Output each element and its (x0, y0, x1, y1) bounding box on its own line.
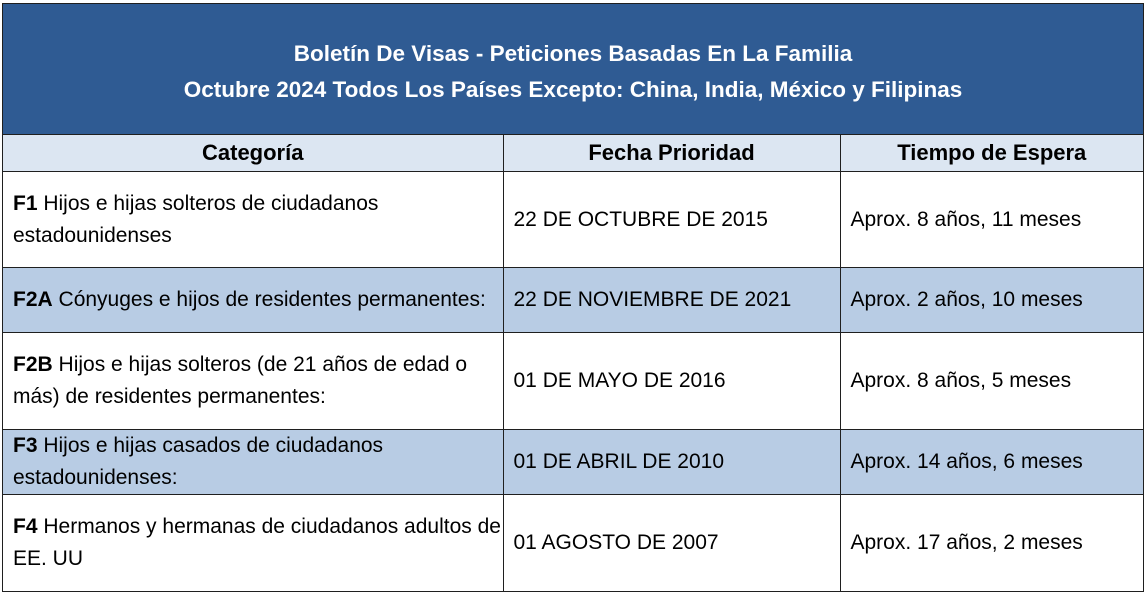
category-cell (3, 430, 503, 495)
category-cell (3, 268, 503, 333)
category-code: F2A (13, 288, 53, 311)
visa-bulletin-table-container (2, 3, 1144, 592)
title-line-2: Octubre 2024 Todos Los Países Excepto: China, India, México y Filipinas (183, 77, 963, 102)
priority-date-cell: 01 DE MAYO DE 2016 (503, 333, 840, 430)
category-description: Hijos e hijas solteros de ciudadanos estadounidenses (13, 191, 379, 247)
header-row (3, 135, 1143, 172)
category-cell (3, 333, 503, 430)
category-description: Hijos e hijas solteros (de 21 años de edad o más) de residentes permanentes: (13, 353, 468, 408)
header-wait-time: Tiempo de Espera (840, 135, 1143, 172)
table-row (3, 333, 1143, 430)
category-code: F4 (13, 514, 38, 538)
header-priority-date: Fecha Prioridad (503, 135, 840, 172)
category-cell (3, 172, 503, 268)
priority-date-cell: 01 DE ABRIL DE 2010 (503, 430, 840, 495)
category-description: Hermanos y hermanas de ciudadanos adultos de EE. UU (13, 514, 501, 570)
title-banner (3, 4, 1143, 135)
table-row (3, 172, 1143, 268)
category-code: F2B (13, 353, 53, 376)
category-description: Cónyuges e hijos de residentes permanentes: (52, 288, 486, 311)
title-line-1: Boletín De Visas - Peticiones Basadas En La Familia (293, 41, 853, 66)
category-code: F3 (13, 434, 38, 457)
wait-time-cell: Aprox. 14 años, 6 meses (840, 430, 1143, 495)
category-description: Hijos e hijas casados de ciudadanos estadounidenses: (13, 434, 384, 489)
priority-date-cell: 22 DE OCTUBRE DE 2015 (503, 172, 840, 268)
table-row (3, 495, 1143, 591)
table-row (3, 268, 1143, 333)
wait-time-cell: Aprox. 8 años, 5 meses (840, 333, 1143, 430)
wait-time-cell: Aprox. 8 años, 11 meses (840, 172, 1143, 268)
visa-bulletin-table (3, 135, 1143, 591)
header-category: Categoría (3, 135, 503, 172)
wait-time-cell: Aprox. 17 años, 2 meses (840, 495, 1143, 591)
priority-date-cell: 22 DE NOVIEMBRE DE 2021 (503, 268, 840, 333)
category-code: F1 (13, 191, 38, 215)
wait-time-cell: Aprox. 2 años, 10 meses (840, 268, 1143, 333)
category-cell (3, 495, 503, 591)
priority-date-cell: 01 AGOSTO DE 2007 (503, 495, 840, 591)
table-row (3, 430, 1143, 495)
